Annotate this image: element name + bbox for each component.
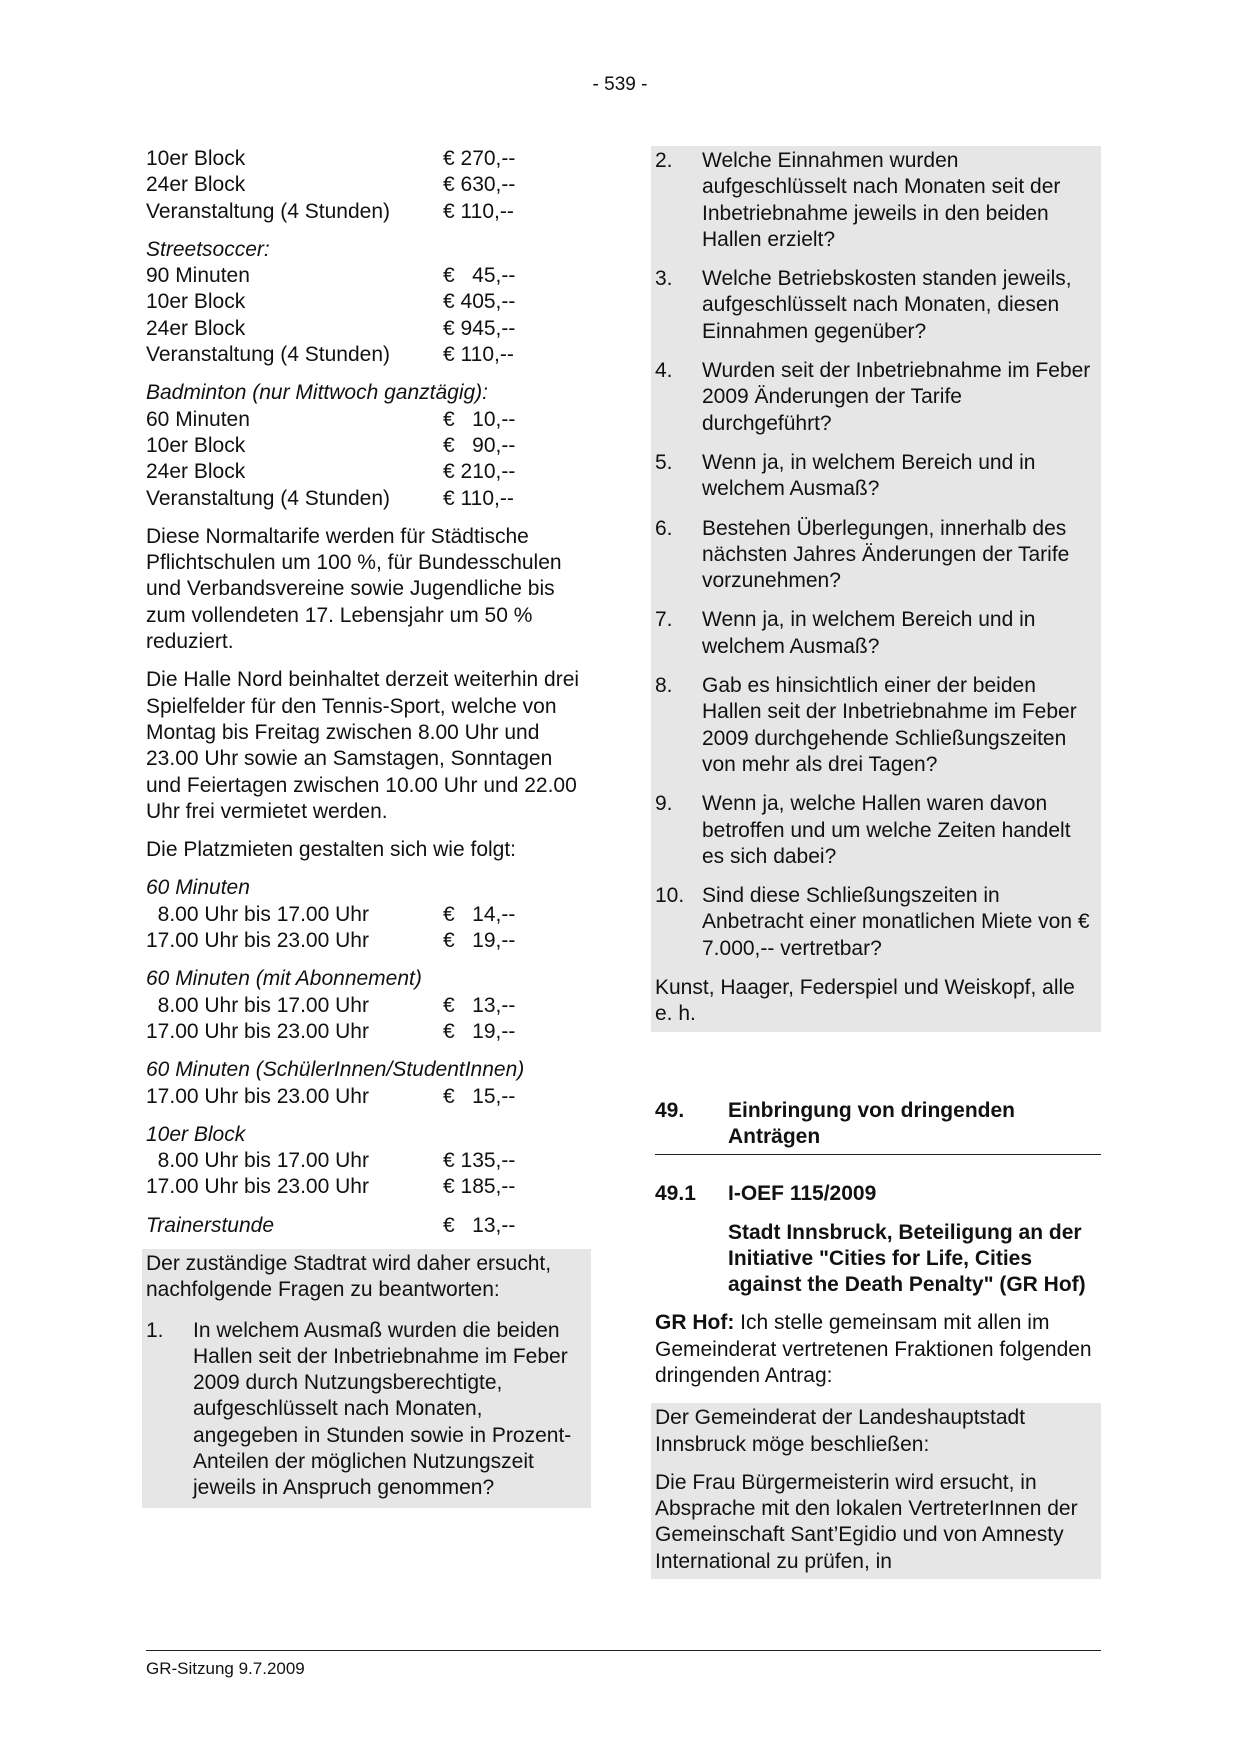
- speaker-name: GR Hof:: [655, 1311, 735, 1335]
- question-item: 1. In welchem Ausmaß wurden die beiden Hallen seit der Inbetriebnahme im Feber 2009 durch Nutzungsberechtigte, aufgeschlüsselt nach Monaten, angegeben in Stunden sowie in Prozent-Anteilen der möglichen Nutzungszeit jeweils in Anspruch genommen?: [146, 1318, 572, 1500]
- question-item: 5. Wenn ja, in welchem Bereich und in welchem Ausmaß?: [655, 450, 1036, 501]
- tariff-row: 10er Block € 405,--: [146, 290, 516, 314]
- left-column: [146, 146, 591, 1508]
- section-heading: [655, 1098, 1101, 1156]
- tariff-row: 60 Minuten € 10,--: [146, 407, 516, 431]
- tariff-row: 24er Block € 945,--: [146, 316, 516, 340]
- question-intro: Der zuständige Stadtrat wird daher ersucht, nachfolgende Fragen zu beantworten:: [146, 1251, 552, 1302]
- discount-paragraph: Diese Normaltarife werden für Städtische Pflichtschulen um 100 %, für Bundesschulen und Verbandsvereine sowie Jugendliche bis zum vollendeten 17. Lebensjahr um 50 % reduziert.: [146, 524, 562, 654]
- tariff-row: 8.00 Uhr bis 17.00 Uhr € 13,--: [146, 993, 516, 1017]
- badminton-title: Badminton (nur Mittwoch ganztägig):: [146, 381, 488, 405]
- tariff-row: 17.00 Uhr bis 23.00 Uhr € 15,--: [146, 1084, 516, 1108]
- tariff-row: Veranstaltung (4 Stunden) € 110,--: [146, 486, 514, 510]
- question-item: 10. Sind diese Schließungszeiten in Anbetracht einer monatlichen Miete von € 7.000,-- vertretbar?: [655, 884, 1090, 960]
- tariff-row: 17.00 Uhr bis 23.00 Uhr € 19,--: [146, 929, 516, 953]
- tariff-row: 10er Block € 270,--: [146, 147, 516, 170]
- group-title: 60 Minuten (mit Abonnement): [146, 967, 422, 991]
- group-title: 10er Block: [146, 1122, 246, 1146]
- section-number: 49.: [655, 1098, 685, 1122]
- question-item: 7. Wenn ja, in welchem Bereich und in welchem Ausmaß?: [655, 608, 1036, 658]
- subsection-code: I-OEF 115/2009: [728, 1182, 877, 1206]
- tariff-row: 17.00 Uhr bis 23.00 Uhr € 185,--: [146, 1175, 516, 1199]
- question-box: [142, 1249, 591, 1508]
- section-title: Einbringung von dringenden Anträgen: [728, 1098, 1015, 1148]
- tariffs-top: [146, 146, 591, 225]
- page-number: - 539 -: [592, 74, 648, 95]
- tariff-row: 10er Block € 90,--: [146, 433, 516, 457]
- group-title: 60 Minuten: [146, 876, 250, 900]
- question-item: 6. Bestehen Überlegungen, innerhalb des nächsten Jahres Änderungen der Tarife vorzunehmen?: [655, 516, 1070, 593]
- question-item: 3. Welche Betriebskosten standen jeweils, aufgeschlüsselt nach Monaten, diesen Einnahmen gegenüber?: [655, 267, 1072, 343]
- question-item: 2. Welche Einnahmen wurden aufgeschlüsselt nach Monaten seit der Inbetriebnahme jeweils in den beiden Hallen erzielt?: [655, 149, 1061, 251]
- court-rent-group: [146, 1122, 591, 1201]
- motion-text: Die Frau Bürgermeisterin wird ersucht, in Absprache mit den lokalen VertreterInnen der Gemeinschaft Sant’Egidio und von Amnesty International zu prüfen, in: [655, 1470, 1078, 1573]
- tariff-row: 24er Block € 210,--: [146, 460, 516, 484]
- speaker-paragraph: [655, 1310, 1101, 1389]
- platzmieten-paragraph: Die Platzmieten gestalten sich wie folgt:: [146, 838, 517, 862]
- tariff-row: Veranstaltung (4 Stunden) € 110,--: [146, 343, 514, 367]
- motion-intro: Der Gemeinderat der Landeshauptstadt Innsbruck möge beschließen:: [655, 1406, 1026, 1456]
- footer-divider: [146, 1650, 1101, 1651]
- subsection-heading: [655, 1181, 1101, 1207]
- group-title: 60 Minuten (SchülerInnen/StudentInnen): [146, 1058, 525, 1082]
- court-rent-group: [146, 875, 591, 954]
- court-rent-group: [146, 1057, 591, 1110]
- signers: Kunst, Haager, Federspiel und Weiskopf, alle e. h.: [655, 976, 1075, 1026]
- question-item: 8. Gab es hinsichtlich einer der beiden Hallen seit der Inbetriebnahme im Feber 2009 durchgehende Schließungszeiten von mehr als drei Tagen?: [655, 674, 1077, 776]
- question-item: 4. Wurden seit der Inbetriebnahme im Feber 2009 Änderungen der Tarife durchgeführt?: [655, 359, 1091, 435]
- question-item: 9. Wenn ja, welche Hallen waren davon betroffen und um welche Zeiten handelt es sich dabei?: [655, 792, 1071, 868]
- subsection-title: Stadt Innsbruck, Beteiligung an der Initiative "Cities for Life, Cities against the Death Penalty" (GR Hof): [728, 1220, 1086, 1297]
- speaker-text: Ich stelle gemeinsam mit allen im Gemeinderat vertretenen Fraktionen folgenden dringenden Antrag:: [655, 1311, 1092, 1387]
- tariff-row: 24er Block € 630,--: [146, 173, 516, 197]
- subsection-number: 49.1: [655, 1182, 696, 1206]
- footer: GR-Sitzung 9.7.2009: [146, 1659, 305, 1678]
- court-rent-group: [146, 966, 591, 1045]
- tariff-row: 8.00 Uhr bis 17.00 Uhr € 14,--: [146, 902, 516, 926]
- question-box-continued: [651, 146, 1101, 1032]
- motion-box: [651, 1403, 1101, 1579]
- badminton-block: [146, 380, 591, 511]
- streetsoccer-title: Streetsoccer:: [146, 237, 270, 261]
- right-column: [655, 146, 1101, 1579]
- tariff-row: 17.00 Uhr bis 23.00 Uhr € 19,--: [146, 1019, 516, 1043]
- streetsoccer-block: [146, 237, 591, 368]
- tariff-row: Veranstaltung (4 Stunden) € 110,--: [146, 199, 514, 223]
- tennis-paragraph: Die Halle Nord beinhaltet derzeit weiterhin drei Spielfelder für den Tennis-Sport, welche von Montag bis Freitag zwischen 8.00 Uhr und 23.00 Uhr sowie an Samstagen, Sonntagen und Feiertagen zwischen 10.00 Uhr und 22.00 Uhr frei vermietet werden.: [146, 668, 580, 823]
- tariff-row: 8.00 Uhr bis 17.00 Uhr € 135,--: [146, 1149, 516, 1173]
- trainer-row: Trainerstunde € 13,--: [146, 1213, 516, 1237]
- tariff-row: 90 Minuten € 45,--: [146, 264, 516, 288]
- question-list: [146, 1318, 587, 1502]
